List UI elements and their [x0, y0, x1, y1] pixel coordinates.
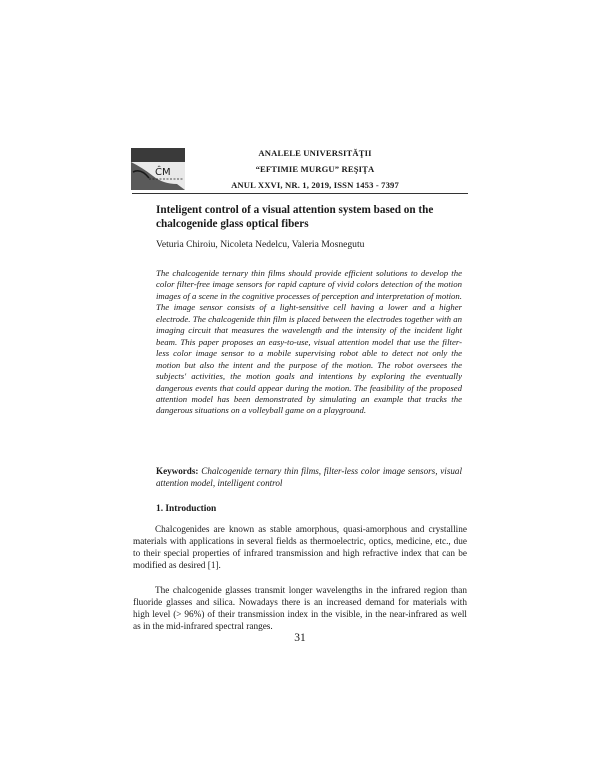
- keywords-label: Keywords:: [156, 466, 199, 476]
- body-paragraph-2: The chalcogenide glasses transmit longer wavelengths in the infrared region than fluoride glasses and silica. Nowadays there is an increased demand for materials with high level (> 96%) of their transmission index in the visible, in the near-infrared as well as in the mid-infrared spectral ranges.: [133, 586, 467, 633]
- keywords-text: Chalcogenide ternary thin films, filter-less color image sensors, visual attention model, intelligent control: [156, 466, 462, 488]
- keywords-block: [156, 465, 462, 489]
- paper-title: Inteligent control of a visual attention system based on the chalcogenide glass optical fibers: [156, 204, 434, 230]
- section-heading: 1. Introduction: [156, 504, 217, 514]
- ulc-logo-icon: [131, 148, 185, 190]
- journal-logo: [131, 148, 185, 190]
- header-divider: [132, 193, 468, 194]
- paper-abstract: The chalcogenide ternary thin films should provide efficient solutions to develop the color filter-free image sensors for rapid capture of vivid colors detection of the motion images of a scene in the cognitive processes of perception and interpretation of motion. The image sensor consists of a light-sensitive cell having a lower and a higher electrode. The chalcogenide thin film is placed between the electrodes together with an imaging circuit that measures the wavelength and the intensity of the incident light beam. This paper proposes an easy-to-use, visual attention model that use the filter-less color image sensor to a mobile supervising robot able to detect not only the motion but also the intent and the purpose of the motion. The robot oversees the subjects' activities, the motion goals and intentions by exploring the eventually dangerous events that could appear during the motion. The feasibility of the proposed attention model has been demonstrated by simulating an example that tracks the dangerous situations on a volleyball game on a playground.: [156, 268, 462, 416]
- logo-text: ĈM: [155, 167, 171, 178]
- journal-name: ANALELE UNIVERSITĂŢII: [258, 148, 372, 158]
- university-name: “EFTIMIE MURGU” REŞIŢA: [255, 164, 375, 174]
- page-number: 31: [294, 632, 306, 644]
- paper-authors: Veturia Chiroiu, Nicoleta Nedelcu, Valeria Mosnegutu: [156, 239, 365, 250]
- issue-info: ANUL XXVI, NR. 1, 2019, ISSN 1453 - 7397: [231, 180, 399, 190]
- body-paragraph-1: Chalcogenides are known as stable amorphous, quasi-amorphous and crystalline materials with applications in several fields as thermoelectric, optics, medicine, etc., due to their special properties of infrared transmission and high refractive index that can be modified as desired [1].: [133, 525, 467, 572]
